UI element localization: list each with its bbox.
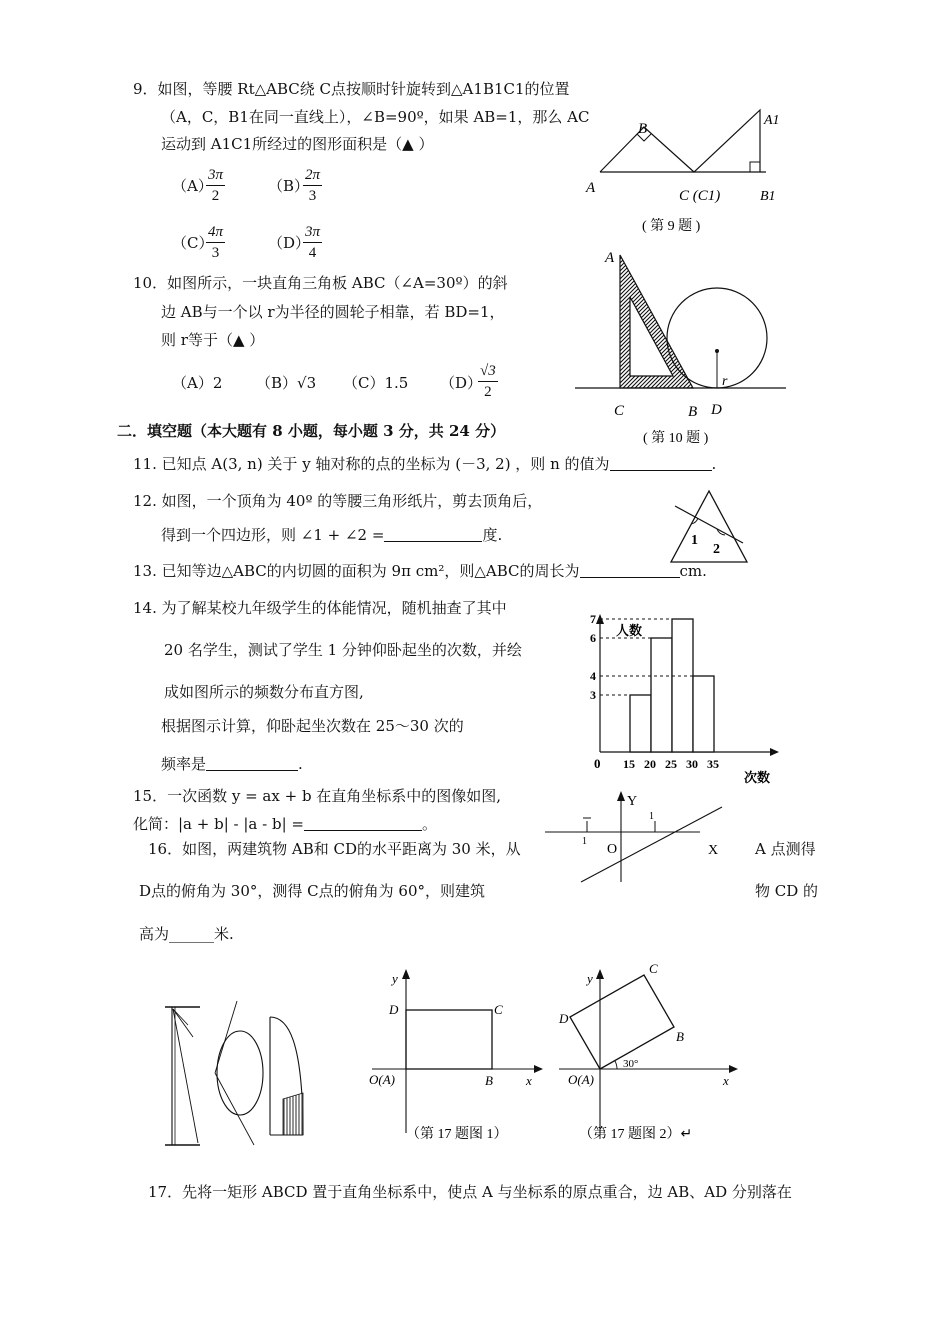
q12-figure [665,485,755,570]
q9-option-b-fraction: $\frac{2\pi}{3}$ [305,167,321,204]
histogram-origin: 0 [594,756,601,771]
q10-option-c: （C）1.5 [343,374,409,392]
q14-answer-blank[interactable] [206,756,298,771]
q10-option-a: （A）2 [172,374,223,392]
histogram-y-tick: 4 [590,669,596,683]
q16-line2: D点的俯角为 30°，测得 C点的俯角为 60°，则建筑 [139,882,485,900]
fig1-label-c: C [494,1002,503,1017]
q9-line2: （A，C，B1在同一直线上），∠B=90º，如果 AB=1，那么 AC [161,108,590,126]
fig1-label-b: B [485,1073,493,1088]
q12-line1: 12. 如图，一个顶角为 40º 的等腰三角形纸片，剪去顶角后， [133,492,543,510]
q10-option-d-fraction: $\frac{√3}{2}$ [480,363,496,400]
histogram-x-tick: 20 [644,757,656,771]
q9-label-a: A [586,180,596,196]
q9-option-a-label: （A） [172,177,213,195]
fig2-label-c: C [649,961,658,976]
q15-origin-label: O [607,842,618,857]
q10-label-c: C [614,403,625,419]
histogram-x-tick: 25 [665,757,677,771]
q9-line1: 9．如图，等腰 Rt△ABC绕 C点按顺时针旋转到△A1B1C1的位置 [133,80,570,98]
histogram-bar [630,695,651,752]
q11-text: 11. 已知点 A(3, n) 关于 y 轴对称的点的坐标为 (－3, 2) ，则 n 的值为 . [133,455,717,473]
q9-label-a1: A1 [764,113,780,128]
fig1-label-d: D [389,1002,399,1017]
histogram-x-label: 次数 [744,770,771,785]
q15-figure [545,785,735,885]
q10-caption: ( 第 10 题 ) [643,431,709,446]
q15-line2: 化简：|a + b| - |a - b| = 。 [133,815,437,833]
q10-line2: 边 AB与一个以 r为半径的圆轮子相靠，若 BD=1， [161,303,505,321]
fig2-origin-label: O(A) [568,1072,594,1087]
q16-line3: 高为______米. [139,925,234,943]
section2-title: 二．填空题（本大题有 8 小题，每小题 3 分，共 24 分） [117,422,506,440]
q12-line2: 得到一个四边形，则 ∠1 + ∠2 = 度. [161,526,503,544]
q10-figure [570,245,800,445]
q9-option-c-fraction: $\frac{4\pi}{3}$ [208,224,224,261]
histogram-y-label: 人数 [616,623,643,638]
q15-x-axis-label: X [708,843,719,858]
q12-angle-2: 2 [713,542,720,557]
q16-line1-end: A 点测得 [755,840,816,858]
q17-figure-2 [555,961,750,1155]
fig1-origin-label: O(A) [369,1072,395,1087]
q9-option-c-label: （C） [172,234,214,252]
q9-caption: ( 第 9 题 ) [642,219,701,234]
histogram-x-tick: 15 [623,757,635,771]
sketch-figures [160,995,320,1165]
q14-line1: 14. 为了解某校九年级学生的体能情况，随机抽查了其中 [133,599,507,617]
q13-answer-blank[interactable] [580,563,680,578]
fig1-caption: （第 17 题图 1） [406,1127,508,1142]
histogram-y-tick: 7 [590,612,596,626]
q14-line5: 频率是 . [161,755,303,773]
q9-option-a-fraction: $\frac{3\pi}{2}$ [208,167,224,204]
fig2-label-b: B [676,1029,684,1044]
q13-text: 13. 已知等边△ABC的内切圆的面积为 9π cm²，则△ABC的周长为 cm. [133,562,707,580]
histogram-bar [672,619,693,752]
q9-label-b: B [638,121,648,137]
fig2-x-label: x [723,1073,729,1088]
fig1-y-label: y [392,971,398,986]
q16-line2-end: 物 CD 的 [755,882,819,900]
q9-figure [580,100,780,240]
q14-line4: 根据图示计算，仰卧起坐次数在 25～30 次的 [161,717,464,735]
q15-tick-neg1: 1 [582,836,587,847]
q9-label-b1: B1 [760,189,776,204]
histogram-x-tick: 30 [686,757,698,771]
histogram-bar [693,676,714,752]
fig2-angle-label: 30° [623,1058,639,1070]
q10-label-a: A [605,250,615,266]
q10-label-d: D [711,402,722,418]
q9-label-c: C (C1) [679,188,721,204]
q10-line3: 则 r等于（▲ ） [161,331,265,349]
q9-option-d-label: （D） [268,234,311,252]
q12-answer-blank[interactable] [384,527,482,542]
q10-line1: 10．如图所示，一块直角三角板 ABC（∠A=30º）的斜 [133,274,508,292]
q14-line3: 成如图所示的频数分布直方图, [164,683,364,701]
q9-option-d-fraction: $\frac{3\pi}{4}$ [305,224,321,261]
fig2-caption: （第 17 题图 2）↵ [579,1127,693,1142]
q10-label-b: B [688,404,698,420]
q15-tick-pos1: 1 [649,811,654,822]
q14-histogram [580,610,780,795]
histogram-y-tick: 3 [590,688,596,702]
q16-line1: 16．如图，两建筑物 AB和 CD的水平距离为 30 米，从 [148,840,521,858]
histogram-y-tick: 6 [590,631,596,645]
q15-answer-blank[interactable] [304,816,422,831]
q14-line2: 20 名学生，测试了学生 1 分钟仰卧起坐的次数，并绘 [164,641,522,659]
q10-option-b: （B）√3 [256,374,317,392]
q17-text: 17．先将一矩形 ABCD 置于直角坐标系中，使点 A 与坐标系的原点重合，边 AB、AD 分别落在 [148,1183,792,1201]
histogram-x-tick: 35 [707,757,719,771]
q15-line1: 15．一次函数 y = ax + b 在直角坐标系中的图像如图, [133,787,502,805]
q10-label-r: r [722,374,728,389]
q9-option-b-label: （B） [268,177,310,195]
fig2-label-d: D [559,1011,569,1026]
q9-line3: 运动到 A1C1所经过的图形面积是（▲ ） [161,135,434,153]
q11-answer-blank[interactable] [610,456,712,471]
fig2-y-label: y [587,971,593,986]
q17-figure-1 [368,965,548,1155]
fig1-x-label: x [526,1073,532,1088]
q10-option-d-label: （D） [440,374,483,392]
q12-angle-1: 1 [691,533,698,548]
q15-y-axis-label: Y [627,794,638,809]
histogram-bar [651,638,672,752]
